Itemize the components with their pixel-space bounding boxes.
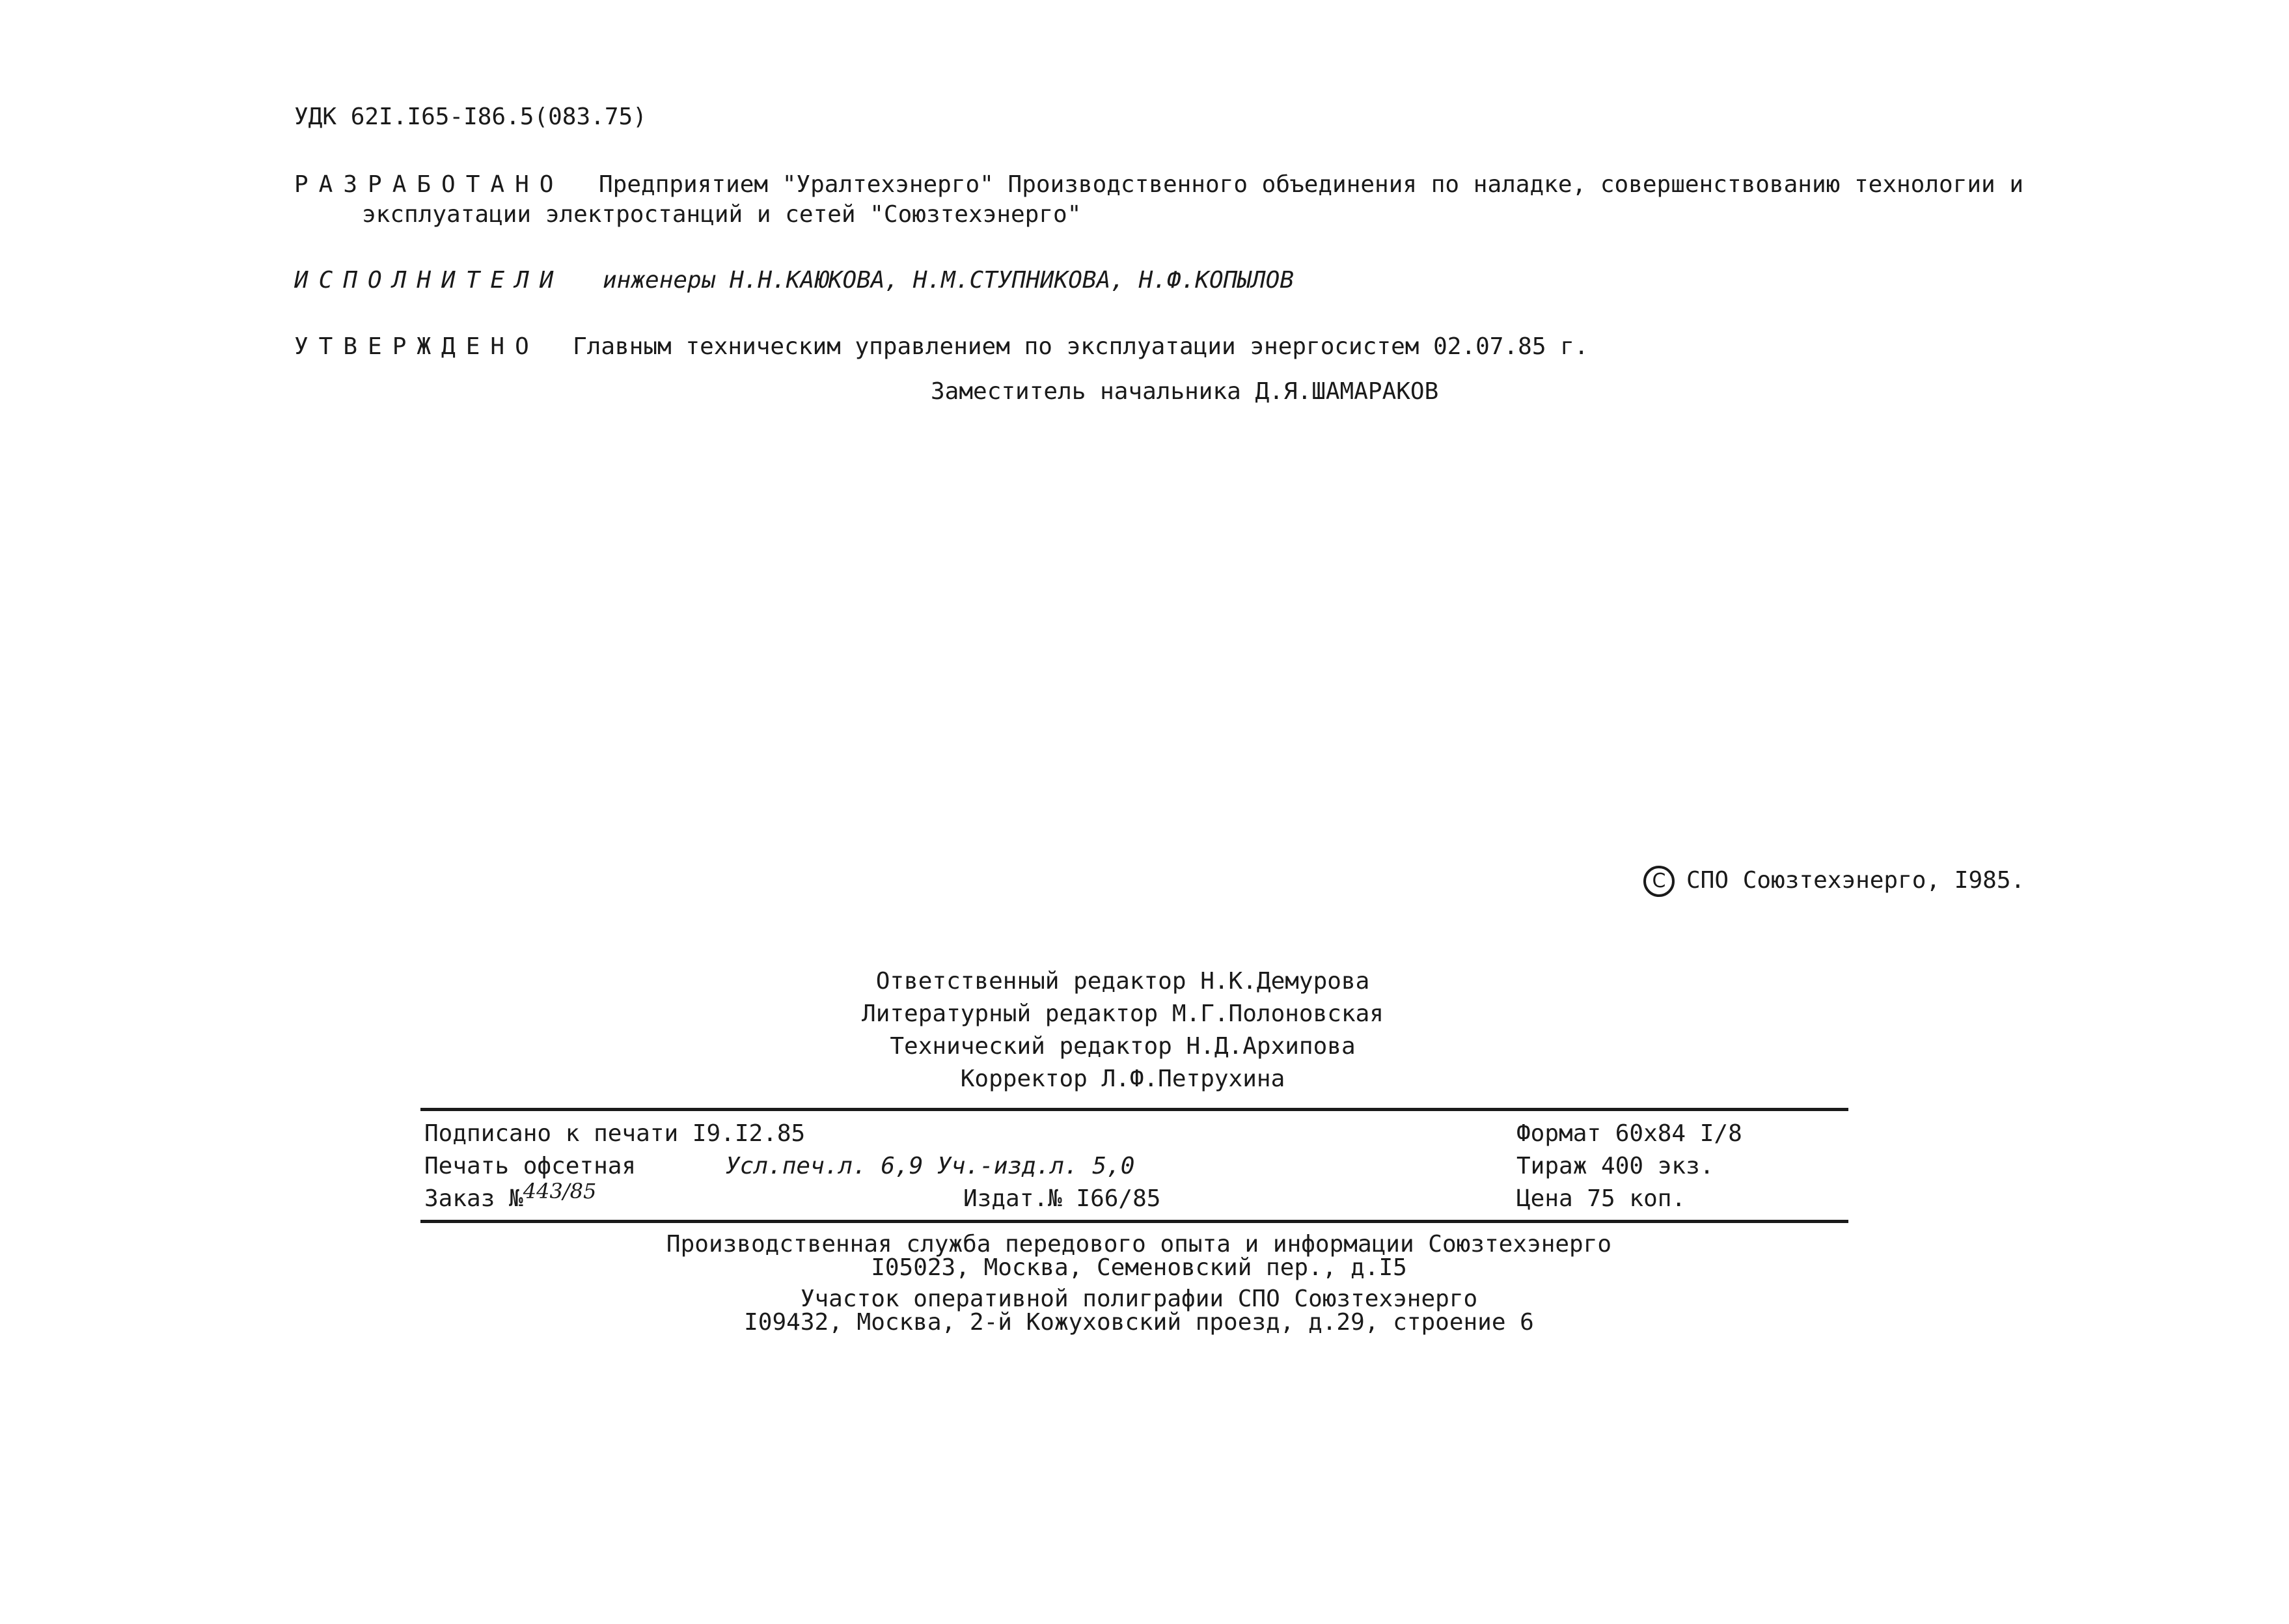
editor-literary: Литературный редактор М.Г.Полоновская [862, 1000, 1384, 1027]
imprint-price: Цена 75 коп. [1516, 1185, 1686, 1212]
imprint-print-type: Печать офсетная [424, 1153, 637, 1179]
printing-site: Участок оперативной полиграфии СПО Союзтехэнерго [800, 1286, 1478, 1312]
editor-responsible: Ответственный редактор Н.К.Демурова [875, 968, 1370, 995]
imprint-usl-pech: Усл.печ.л. 6,9 [726, 1153, 924, 1179]
imprint-izdat: Издат.№ I66/85 [963, 1185, 1161, 1212]
imprint-uch-izd: Уч.-изд.л. 5,0 [937, 1153, 1135, 1179]
imprint-order-label: Заказ № [424, 1185, 523, 1212]
imprint-format: Формат 60х84 I/8 [1516, 1120, 1742, 1147]
imprint-order [424, 1179, 597, 1212]
approved-text: Главным техническим управлением по эксплуатации энергосистем 02.07.85 г. [573, 333, 1589, 360]
executors-label: ИСПОЛНИТЕЛИ [294, 267, 564, 294]
imprint-signed: Подписано к печати I9.I2.85 [424, 1120, 806, 1147]
developed-label: РАЗРАБОТАНО [294, 171, 564, 198]
publisher-service: Производственная служба передового опыта и информации Союзтехэнерго [666, 1231, 1612, 1258]
executors-text: инженеры Н.Н.КАЮКОВА, Н.М.СТУПНИКОВА, Н.Ф.КОПЫЛОВ [603, 267, 1295, 294]
udk-code: УДК 62I.I65-I86.5(083.75) [294, 103, 647, 130]
imprint-bottom-rule [420, 1220, 1848, 1223]
imprint-tirazh: Тираж 400 экз. [1516, 1153, 1714, 1179]
approved-deputy: Заместитель начальника Д.Я.ШАМАРАКОВ [931, 378, 1439, 405]
developed-text: Предприятием "Уралтехэнерго" Производственного объединения по наладке, совершенствованию технологии и [599, 171, 2024, 198]
corrector: Корректор Л.Ф.Петрухина [960, 1066, 1285, 1092]
copyright-icon: C [1643, 866, 1675, 897]
imprint-top-rule [420, 1108, 1848, 1111]
imprint-order-number: 443/85 [523, 1179, 597, 1204]
editor-technical: Технический редактор Н.Д.Архипова [890, 1033, 1356, 1060]
approved-label: УТВЕРЖДЕНО [294, 333, 540, 360]
copyright [1643, 866, 2025, 897]
printing-site-address: I09432, Москва, 2-й Кожуховский проезд, д.29, строение 6 [744, 1309, 1534, 1336]
copyright-text: СПО Союзтехэнерго, I985. [1686, 867, 2025, 894]
publisher-service-address: I05023, Москва, Семеновский пер., д.I5 [871, 1254, 1407, 1281]
developed-text-continued: эксплуатации электростанций и сетей "Союзтехэнерго" [362, 201, 1082, 228]
